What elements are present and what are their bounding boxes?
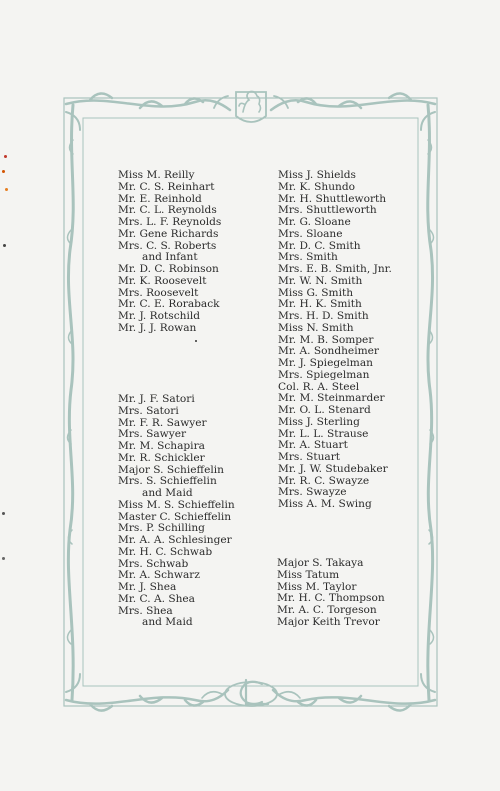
passenger-name: Mr. C. L. Reynolds [118, 204, 217, 217]
bottom-right-scroll [273, 690, 435, 711]
passenger-name: Miss J. Sterling [278, 415, 360, 428]
top-right-scroll [271, 93, 435, 110]
passenger-name: Mr. K. Shundo [278, 180, 356, 193]
left-vine [68, 105, 73, 700]
passenger-name: Mr. C. S. Reinhart [118, 180, 215, 193]
passenger-name: Mr. H. C. Schwab [118, 545, 213, 558]
passenger-name: Mr. A. Schwarz [118, 569, 200, 582]
passenger-name: Mrs. Stuart [278, 451, 341, 463]
name-continuation: and Infant [142, 251, 198, 264]
names-column-right-top [278, 170, 392, 511]
passenger-name: Mrs. Spiegelman [278, 368, 370, 381]
passenger-name: Mr. Gene Richards [118, 227, 219, 240]
passenger-name: Miss M. S. Schieffelin [118, 498, 235, 511]
passenger-name: Col. R. A. Steel [278, 380, 360, 393]
passenger-name: Major S. Takaya [277, 557, 364, 569]
passenger-name: Mr. O. L. Stenard [278, 404, 371, 416]
passenger-name: Mr. R. Schickler [118, 451, 205, 464]
passenger-name: Mr. D. C. Robinson [118, 263, 219, 275]
name-continuation: and Maid [142, 487, 193, 499]
cl-monogram [202, 680, 300, 706]
right-vine [428, 105, 433, 700]
passenger-name: Mr. J. J. Rowan [118, 321, 197, 334]
passenger-name: Mrs. Swayze [278, 486, 347, 499]
passenger-name: Miss G. Smith [278, 286, 354, 299]
passenger-name: Mr. C. A. Shea [118, 592, 195, 605]
passenger-name: Mrs. Schwab [118, 557, 189, 570]
passenger-name: Mr. K. Roosevelt [118, 274, 207, 287]
passenger-name: Mr. A. C. Torgeson [277, 604, 377, 616]
passenger-name: Master C. Schieffelin [118, 510, 232, 523]
passenger-name: Mr. J. F. Satori [118, 393, 195, 405]
passenger-name: Major S. Schieffelin [118, 463, 224, 476]
passenger-name: Mrs. Shuttleworth [278, 204, 377, 217]
passenger-name: Miss J. Shields [278, 169, 356, 181]
passenger-name: Mrs. Smith [278, 251, 338, 264]
passenger-name: Mr. G. Sloane [278, 216, 351, 228]
passenger-name: Mr. C. E. Roraback [118, 298, 220, 311]
passenger-name: Mr. J. Spiegelman [278, 357, 373, 369]
passenger-name: Miss A. M. Swing [278, 498, 372, 510]
passenger-name: Mrs. Sawyer [118, 428, 187, 441]
passenger-name: Mrs. S. Schieffelin [118, 475, 217, 488]
passenger-name: Mr. A. Stuart [278, 439, 348, 452]
passenger-name: Miss M. Taylor [277, 580, 357, 593]
passenger-name: Mrs. Roosevelt [118, 286, 199, 299]
passenger-name: Major Keith Trevor [277, 615, 380, 628]
names-column-left-top [118, 170, 221, 335]
passenger-name: Mr. H. Shuttleworth [278, 192, 387, 205]
passenger-name: Mr. D. C. Smith [278, 239, 361, 252]
passenger-name: Mr. R. C. Swayze [278, 474, 370, 487]
name-continuation: and Maid [142, 616, 193, 629]
passenger-name: Mr. F. R. Sawyer [118, 416, 207, 429]
passenger-name: Mr. M. Steinmarder [278, 392, 385, 405]
passenger-name: Mr. E. Reinhold [118, 192, 202, 205]
passenger-name: Mr. M. B. Somper [278, 333, 374, 346]
top-left-scroll [66, 93, 230, 110]
passenger-name: Miss N. Smith [278, 321, 354, 334]
passenger-name: Mrs. P. Schilling [118, 522, 205, 535]
passenger-name: Mr. A. A. Schlesinger [118, 534, 232, 546]
names-column-left-bottom [118, 394, 235, 629]
passenger-name: Mr. J. W. Studebaker [278, 462, 388, 475]
passenger-name: Mrs. H. D. Smith [278, 310, 369, 322]
passenger-name: Mr. H. C. Thompson [277, 592, 385, 605]
passenger-name: Mr. H. K. Smith [278, 298, 362, 311]
passenger-name: Mr. A. Sondheimer [278, 345, 379, 358]
passenger-name: Miss M. Reilly [118, 169, 195, 181]
passenger-name: Mr. M. Schapira [118, 440, 205, 452]
names-column-right-bottom [277, 558, 385, 629]
passenger-name: Mr. L. L. Strause [278, 427, 369, 440]
passenger-name: Mr. J. Rotschild [118, 310, 201, 322]
passenger-name: Mrs. Sloane [278, 227, 343, 240]
passenger-name: Mrs. Shea [118, 604, 173, 617]
passenger-name: Mr. J. Shea [118, 581, 177, 593]
bottom-left-scroll [66, 690, 228, 711]
passenger-name: Mrs. Satori [118, 404, 179, 417]
passenger-name: Mr. W. N. Smith [278, 274, 363, 287]
passenger-name: Mrs. L. F. Reynolds [118, 216, 222, 228]
passenger-name: Mrs. E. B. Smith, Jnr. [278, 263, 392, 275]
passenger-name: Mrs. C. S. Roberts [118, 239, 217, 252]
passenger-name: Miss Tatum [277, 568, 340, 581]
